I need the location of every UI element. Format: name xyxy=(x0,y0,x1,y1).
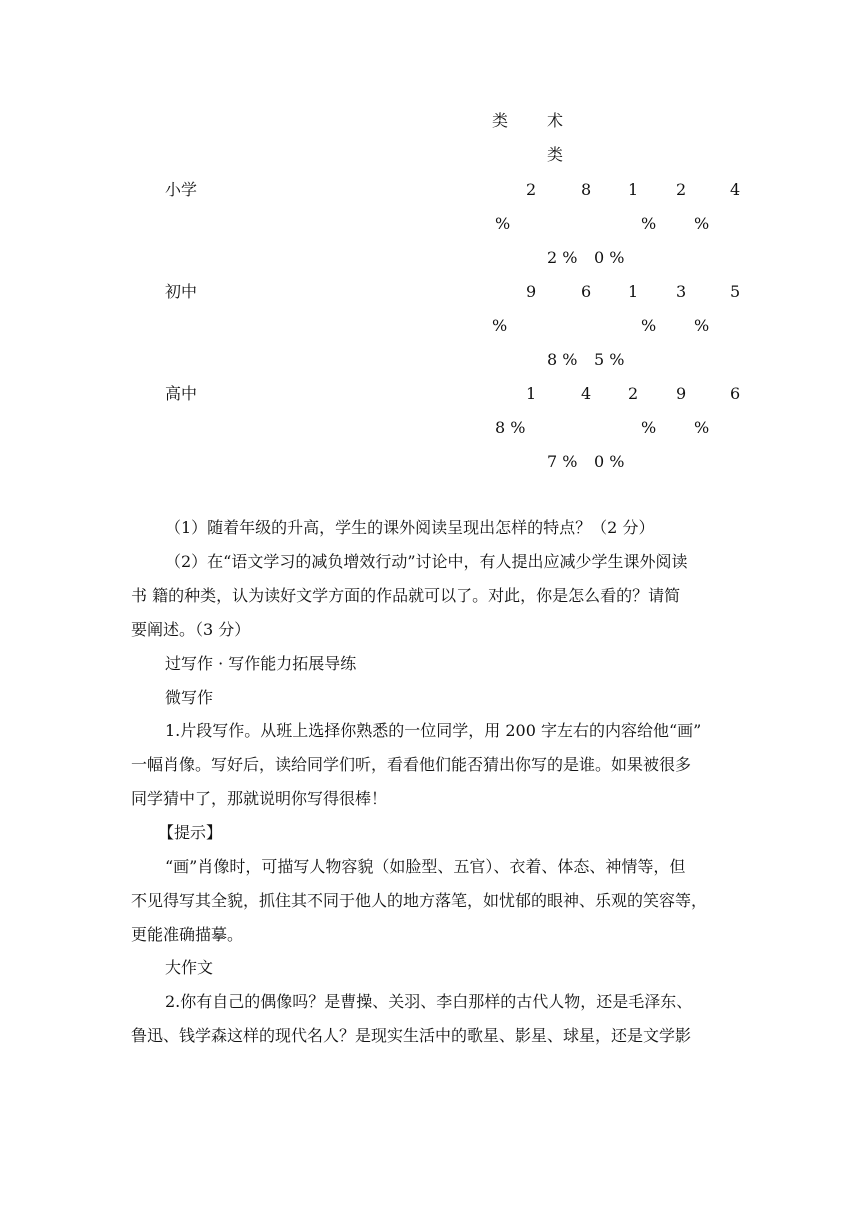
question-1: （1）随着年级的升高，学生的课外阅读呈现出怎样的特点？（2 分） xyxy=(165,518,655,537)
task-1-line: 1.片段写作。从班上选择你熟悉的一位同学，用 200 字左右的内容给他“画” xyxy=(165,721,702,740)
table-cell: 4 xyxy=(581,384,592,403)
table-cell: 9 xyxy=(676,384,687,403)
table-cell: 1 xyxy=(628,282,639,301)
table-cell: 8 % xyxy=(547,350,578,369)
hint-line: 更能准确描摹。 xyxy=(131,925,244,944)
table-cell: % xyxy=(694,214,710,233)
table-cell: 0 % xyxy=(594,452,625,471)
table-cell: 5 xyxy=(730,282,741,301)
task-1-line: 一幅肖像。写好后，读给同学们听，看看他们能否猜出你写的是谁。如果被很多 xyxy=(131,755,692,774)
question-2-line: 书 籍的种类，认为读好文学方面的作品就可以了。对此，你是怎么看的？请简 xyxy=(131,586,681,605)
table-header-fragment: 类 xyxy=(547,145,564,164)
table-cell: 2 xyxy=(628,384,639,403)
table-cell: 7 % xyxy=(547,452,578,471)
table-cell: 2 % xyxy=(547,248,578,267)
table-header-fragment: 术 xyxy=(547,111,564,130)
table-cell: 3 xyxy=(676,282,687,301)
task-2-line: 鲁迅、钱学森这样的现代名人？是现实生活中的歌星、影星、球星，还是文学影 xyxy=(131,1026,692,1045)
table-cell: % xyxy=(492,316,508,335)
task-2-line: 2.你有自己的偶像吗？是曹操、关羽、李白那样的古代人物，还是毛泽东、 xyxy=(165,992,693,1011)
table-header-fragment: 类 xyxy=(492,111,509,130)
table-cell: 2 xyxy=(526,180,537,199)
table-row-label: 小学 xyxy=(165,180,198,199)
question-2-line: （2）在“语文学习的减负增效行动”讨论中，有人提出应减少学生课外阅读 xyxy=(165,552,688,571)
table-cell: 5 % xyxy=(594,350,625,369)
table-cell: % xyxy=(694,418,710,437)
table-row-label: 高中 xyxy=(165,384,198,403)
essay-title: 大作文 xyxy=(165,958,214,977)
table-cell: % xyxy=(641,418,657,437)
micro-writing-title: 微写作 xyxy=(165,688,214,707)
section-heading: 过写作 · 写作能力拓展导练 xyxy=(165,654,357,673)
table-cell: 8 xyxy=(581,180,592,199)
table-cell: % xyxy=(641,316,657,335)
table-cell: % xyxy=(694,316,710,335)
hint-line: “画”肖像时，可描写人物容貌（如脸型、五官）、衣着、体态、神情等，但 xyxy=(165,857,686,876)
table-cell: 2 xyxy=(676,180,687,199)
table-cell: 1 xyxy=(628,180,639,199)
table-cell: 6 xyxy=(730,384,741,403)
table-cell: 9 xyxy=(526,282,537,301)
table-cell: % xyxy=(641,214,657,233)
table-cell: 8 % xyxy=(495,418,526,437)
table-cell: 0 % xyxy=(594,248,625,267)
table-cell: 1 xyxy=(526,384,537,403)
table-cell: 6 xyxy=(581,282,592,301)
question-2-line: 要阐述。（3 分） xyxy=(131,620,251,639)
table-row-label: 初中 xyxy=(165,282,198,301)
hint-title: 【提示】 xyxy=(158,823,223,842)
table-cell: 4 xyxy=(730,180,741,199)
hint-line: 不见得写其全貌，抓住其不同于他人的地方落笔，如忧郁的眼神、乐观的笑容等， xyxy=(131,891,708,910)
table-cell: % xyxy=(495,214,511,233)
task-1-line: 同学猜中了，那就说明你写得很棒！ xyxy=(131,789,388,808)
